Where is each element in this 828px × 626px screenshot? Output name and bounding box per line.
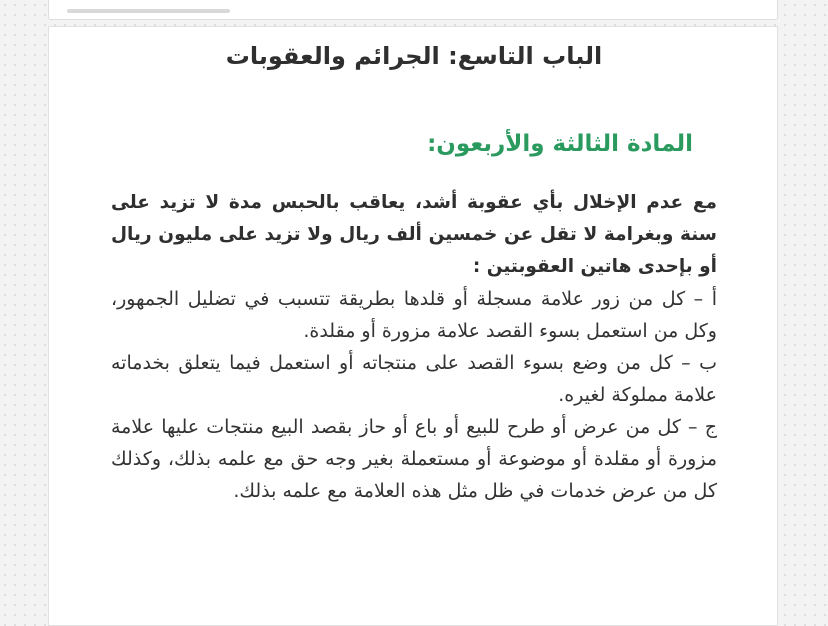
article-clauses <box>111 283 717 507</box>
clause-a: أ – كل من زور علامة مسجلة أو قلدها بطريقة تتسبب في تضليل الجمهور، وكل من استعمل بسوء القصد علامة مزورة أو مقلدة. <box>111 288 717 342</box>
previous-page-footer-bar <box>67 9 230 13</box>
article-intro-paragraph: مع عدم الإخلال بأي عقوبة أشد، يعاقب بالحبس مدة لا تزيد على سنة وبغرامة لا تقل عن خمسين ألف ريال ولا تزيد على مليون ريال أو بإحدى هاتين العقوبتين : <box>111 192 717 277</box>
article-title: المادة الثالثة والأربعون: <box>427 131 693 157</box>
clause-b: ب – كل من وضع بسوء القصد على منتجاته أو استعمل فيما يتعلق بخدماته علامة مملوكة لغيره. <box>111 352 717 406</box>
chapter-title: الباب التاسع: الجرائم والعقوبات <box>225 42 603 70</box>
previous-page-card <box>48 0 778 20</box>
document-page <box>48 26 778 626</box>
clause-c: ج – كل من عرض أو طرح للبيع أو باع أو حاز بقصد البيع منتجات عليها علامة مزورة أو مقلدة أو موضوعة أو مستعملة بغير وجه حق مع علمه بذلك، وكذلك كل من عرض خدمات في ظل مثل هذه العلامة مع علمه بذلك. <box>111 416 717 502</box>
